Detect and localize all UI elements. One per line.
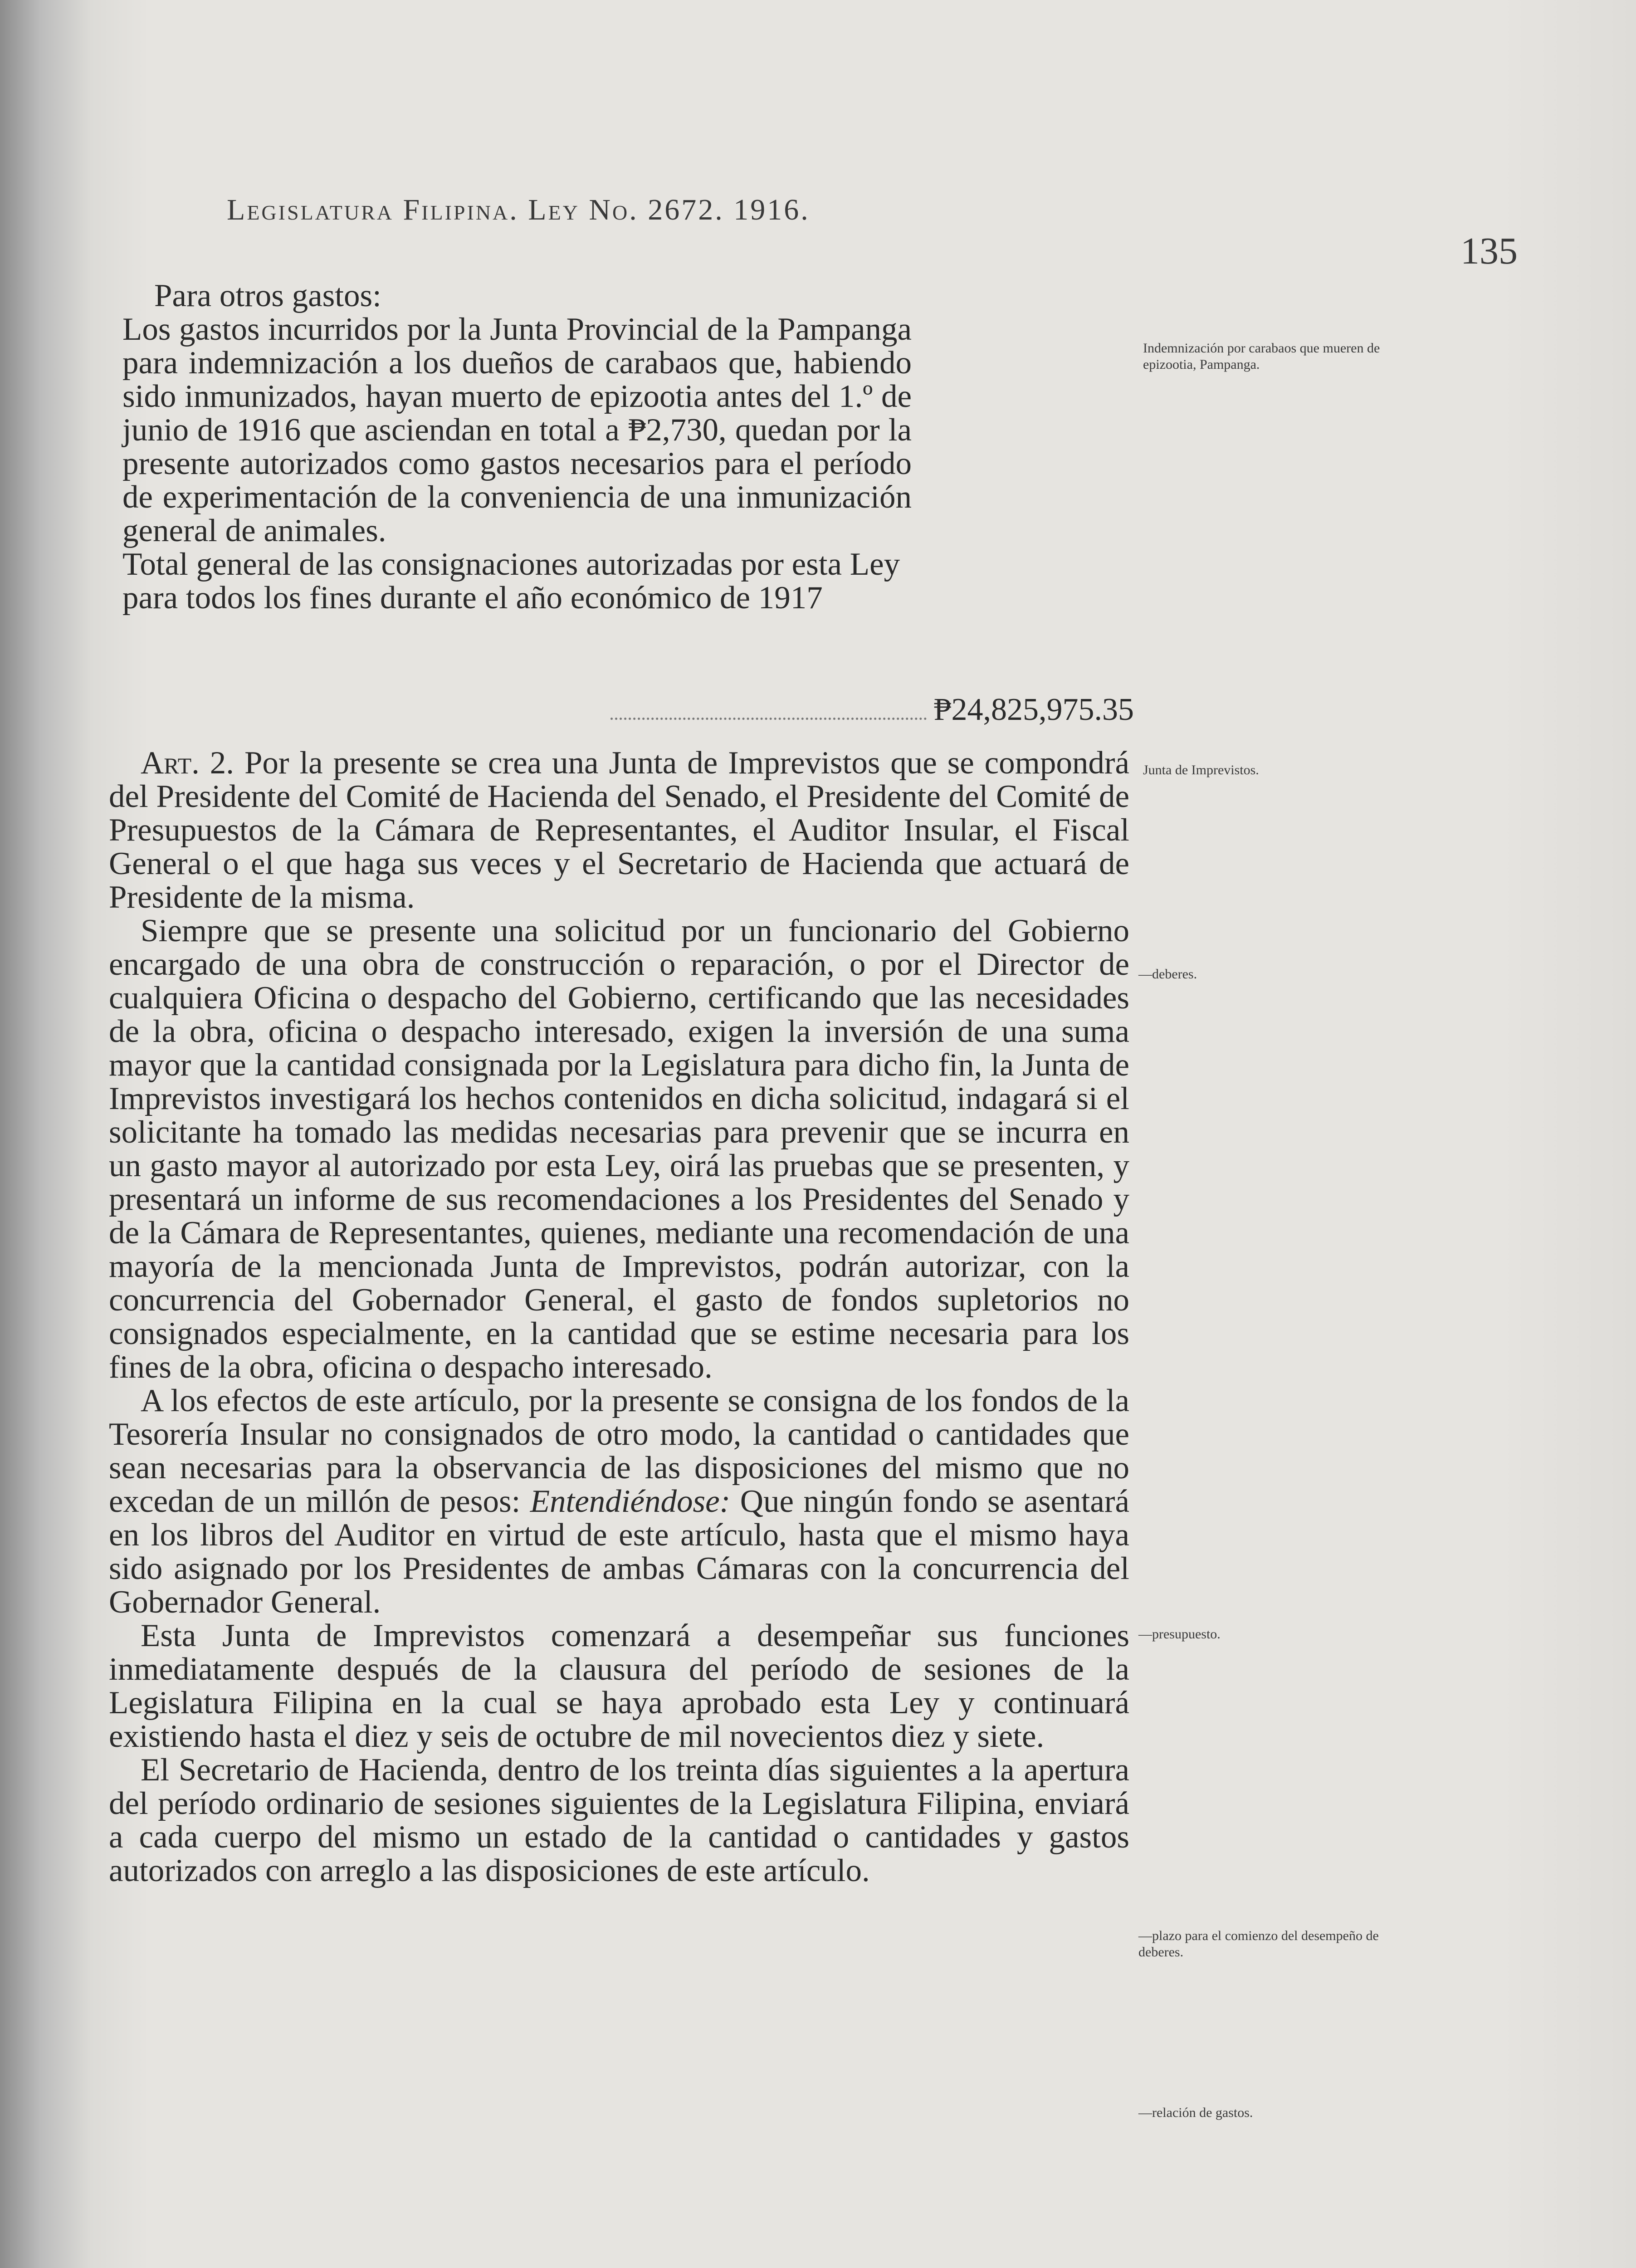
margin-note-plazo: —plazo para el comienzo del desempeño de deberes.	[1138, 1928, 1379, 1960]
article-paragraph-4: Esta Junta de Imprevistos comenzará a desempeñar sus funciones inmediatamente después de la clausura del período de sesiones de la Legislatura Filipina en la cual se haya aprobado esta Ley y continuará existiendo hasta el diez y seis de octubre de mil novecientos diez y siete.	[109, 1618, 1129, 1754]
page-number: 135	[1460, 230, 1518, 272]
article-paragraph-1	[109, 746, 1129, 914]
grand-total-text: Total general de las consignaciones autorizadas por esta Ley para todos los fines durante el año económico de 1917	[122, 547, 900, 616]
article-2	[109, 746, 1129, 1887]
article-p3-start: A los efectos de este artículo, por la presente se consigna de los fondos de la Tesorería Insular no consignados de otro modo, la cantidad o cantidades que sean necesarias para la observancia de las disposiciones del mismo que no excedan de un millón de pesos:	[109, 1383, 1129, 1519]
grand-total-line	[603, 692, 1134, 728]
margin-note-indemnizacion: Indemnización por carabaos que mueren de epizootia, Pampanga.	[1143, 341, 1380, 372]
section-heading: Para otros gastos:	[154, 278, 381, 313]
article-paragraph-3	[109, 1384, 1129, 1619]
section-other-expenses	[122, 279, 912, 615]
margin-note-presupuesto: —presupuesto.	[1138, 1627, 1221, 1642]
article-number: Art. 2.	[141, 745, 234, 781]
running-title: Legislatura Filipina. Ley No. 2672. 1916.	[227, 193, 810, 226]
article-p3-italic: Entendiéndose:	[530, 1484, 731, 1519]
article-p1-text: Por la presente se crea una Junta de Imprevistos que se compondrá del Presidente del Comité de Hacienda del Senado, el Presidente del Comité de Presupuestos de la Cámara de Representantes, el Auditor Insular, el Fiscal General o el que haga sus veces y el Secretario de Hacienda que actuará de Presidente de la misma.	[109, 745, 1129, 915]
article-paragraph-2: Siempre que se presente una solicitud por un funcionario del Gobierno encargado de una obra de construcción o reparación, o por el Director de cualquiera Oficina o despacho del Gobierno, certificando que las necesidades de la obra, oficina o despacho interesado, exigen la inversión de una suma mayor que la cantidad consignada por la Legislatura para dicho fin, la Junta de Imprevistos investigará los hechos contenidos en dicha solicitud, indagará si el solicitante ha tomado las medidas necesarias para prevenir que se incurra en un gasto mayor al autorizado por esta Ley, oirá las pruebas que se presenten, y presentará un informe de sus recomendaciones a los Presidentes del Senado y de la Cámara de Representantes, quienes, mediante una recomendación de una mayoría de la mencionada Junta de Imprevistos, podrán autorizar, con la concurrencia del Gobernador General, el gasto de fondos supletorios no consignados especialmente, en la cantidad que se estime necesaria para los fines de la obra, oficina o despacho interesado.	[109, 913, 1129, 1385]
leader-dots	[610, 709, 927, 720]
margin-note-deberes: —deberes.	[1138, 967, 1197, 982]
margin-note-junta: Junta de Imprevistos.	[1143, 763, 1259, 777]
margin-note-relacion: —relación de gastos.	[1138, 2105, 1253, 2120]
article-p3-end: Que ningún fondo se asentará en los libros del Auditor en virtud de este artículo, hasta que el mismo haya sido asignado por los Presidentes de ambas Cámaras con la concurrencia del Gobernador General.	[109, 1484, 1130, 1620]
indemnity-item: Los gastos incurridos por la Junta Provincial de la Pampanga para indemnización a los dueños de carabaos que, habiendo sido inmunizados, hayan muerto de epizootia antes del 1.º de junio de 1916 que asciendan en total a ₱2,730, quedan por la presente autorizados como gastos necesarios para el período de experimentación de la conveniencia de una inmunización general de animales.	[122, 312, 912, 548]
article-paragraph-5: El Secretario de Hacienda, dentro de los treinta días siguientes a la apertura del período ordinario de sesiones siguientes de la Legislatura Filipina, enviará a cada cuerpo del mismo un estado de la cantidad o cantidades y gastos autorizados con arreglo a las disposiciones de este artículo.	[109, 1752, 1129, 1888]
grand-total-amount: ₱24,825,975.35	[933, 692, 1134, 727]
